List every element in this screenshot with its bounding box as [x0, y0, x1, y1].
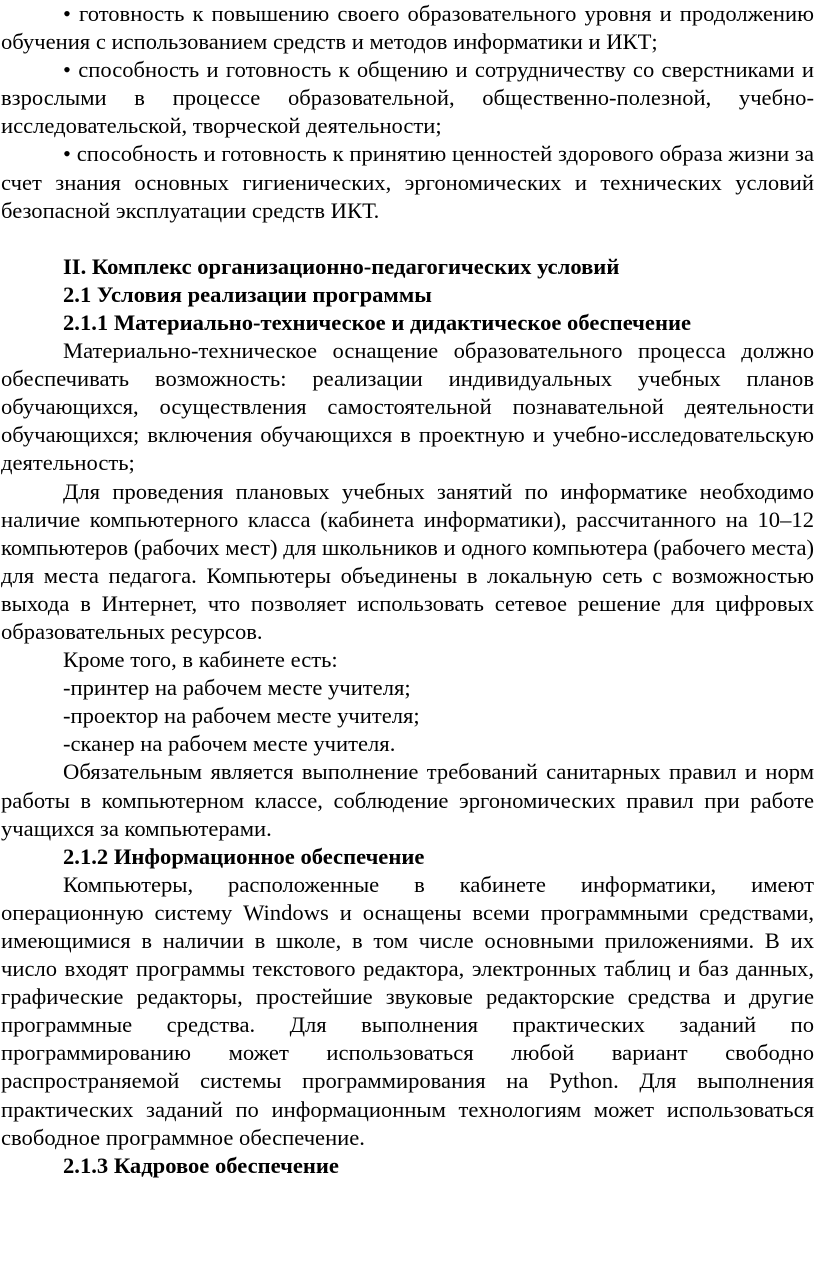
paragraph-intro: Кроме того, в кабинете есть:	[63, 647, 338, 673]
paragraph-equipment: Материально-техническое оснащение образовательного процесса должно обеспечивать возможность: реализации индивидуальных учебных планов обучающихся, осуществления самостоятельной познавательной деятельности обучающихся; включения обучающихся в проектную и учебно-исследовательскую деятельность;	[1, 338, 814, 476]
bullet-paragraph-2: • способность и готовность к общению и сотрудничеству со сверстниками и взрослыми в процессе образовательной, общественно-полезной, учебно-исследовательской, творческой деятельности;	[1, 57, 814, 139]
paragraph-software: Компьютеры, расположенные в кабинете информатики, имеют операционную систему Windows и оснащены всеми программными средствами, имеющимися в наличии в школе, в том числе основными приложениями. В их число входят программы текстового редактора, электронных таблиц и баз данных, графические редакторы, простейшие звуковые редакторские средства и другие программные средства. Для выполнения практических заданий по программированию может использоваться любой вариант свободно распространяемой системы программирования на Python. Для выполнения практических заданий по информационным технологиям может использоваться свободное программное обеспечение.	[1, 871, 814, 1150]
paragraph-computer-class: Для проведения плановых учебных занятий по информатике необходимо наличие компьютерного класса (кабинета информатики), рассчитанного на 10–12 компьютеров (рабочих мест) для школьников и одного компьютера (рабочего места) для места педагога. Компьютеры объединены в локальную сеть с возможностью выхода в Интернет, что позволяет использовать сетевое решение для цифровых образовательных ресурсов.	[1, 478, 814, 644]
bullet-paragraph-3: • способность и готовность к принятию ценностей здорового образа жизни за счет знания основных гигиенических, эргономических и технических условий безопасной эксплуатации средств ИКТ.	[1, 141, 814, 223]
list-item-scanner: -сканер на рабочем месте учителя.	[63, 731, 396, 757]
list-item-printer: -принтер на рабочем месте учителя;	[63, 675, 411, 701]
blank-line	[1, 225, 814, 253]
subsection-2-1-2-title: 2.1.2 Информационное обеспечение	[63, 843, 425, 869]
section-title: II. Комплекс организационно-педагогических условий	[63, 253, 620, 279]
subsection-title: 2.1 Условия реализации программы	[63, 281, 432, 307]
paragraph-sanitary-rules: Обязательным является выполнение требований санитарных правил и норм работы в компьютерном классе, соблюдение эргономических правил при работе учащихся за компьютерами.	[1, 759, 814, 841]
list-item-projector: -проектор на рабочем месте учителя;	[63, 703, 420, 729]
subsection-2-1-1-title: 2.1.1 Материально-техническое и дидактическое обеспечение	[63, 309, 692, 335]
bullet-paragraph-1: • готовность к повышению своего образовательного уровня и продолжению обучения с использованием средств и методов информатики и ИКТ;	[1, 1, 814, 55]
subsection-2-1-3-title: 2.1.3 Кадровое обеспечение	[63, 1152, 339, 1178]
